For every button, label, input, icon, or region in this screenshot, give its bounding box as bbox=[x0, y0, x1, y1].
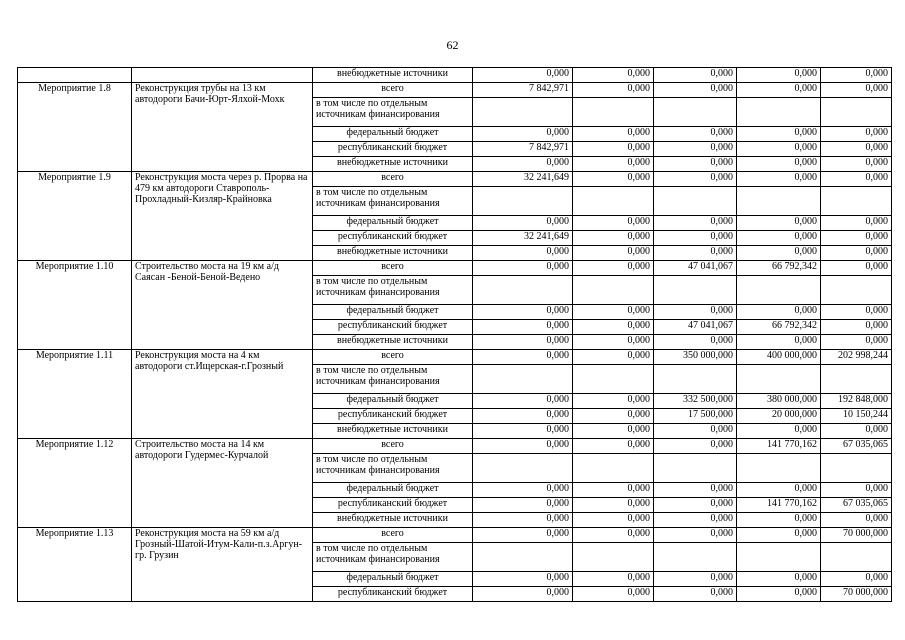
value-cell bbox=[737, 543, 821, 572]
value-cell: 0,000 bbox=[654, 127, 737, 142]
value-cell: 0,000 bbox=[821, 83, 892, 98]
page-number: 62 bbox=[446, 38, 459, 52]
value-cell: 0,000 bbox=[654, 587, 737, 602]
value-cell: 32 241,649 bbox=[473, 231, 573, 246]
funding-source: внебюджетные источники bbox=[313, 68, 473, 83]
value-cell: 202 998,244 bbox=[821, 350, 892, 365]
value-cell: 0,000 bbox=[737, 142, 821, 157]
event-description: Реконструкция моста через р. Прорва на 479 км автодороги Ставрополь-Прохладный-Кизляр-Крайновка bbox=[132, 172, 313, 261]
value-cell bbox=[573, 543, 654, 572]
value-cell bbox=[737, 454, 821, 483]
funding-source: республиканский бюджет bbox=[313, 587, 473, 602]
value-cell: 0,000 bbox=[821, 231, 892, 246]
value-cell: 0,000 bbox=[737, 587, 821, 602]
value-cell: 350 000,000 bbox=[654, 350, 737, 365]
value-cell: 0,000 bbox=[573, 68, 654, 83]
value-cell: 0,000 bbox=[737, 246, 821, 261]
value-cell bbox=[821, 98, 892, 127]
value-cell: 0,000 bbox=[654, 172, 737, 187]
value-cell: 0,000 bbox=[821, 142, 892, 157]
value-cell: 0,000 bbox=[573, 305, 654, 320]
value-cell: 0,000 bbox=[573, 409, 654, 424]
value-cell: 0,000 bbox=[573, 350, 654, 365]
value-cell: 0,000 bbox=[573, 83, 654, 98]
value-cell: 0,000 bbox=[737, 83, 821, 98]
value-cell: 0,000 bbox=[821, 157, 892, 172]
funding-source: республиканский бюджет bbox=[313, 231, 473, 246]
value-cell bbox=[573, 98, 654, 127]
event-name: Мероприятие 1.9 bbox=[18, 172, 132, 261]
value-cell: 0,000 bbox=[473, 157, 573, 172]
value-cell: 0,000 bbox=[654, 216, 737, 231]
value-cell: 0,000 bbox=[473, 394, 573, 409]
value-cell: 0,000 bbox=[737, 513, 821, 528]
value-cell: 0,000 bbox=[573, 172, 654, 187]
value-cell: 0,000 bbox=[473, 335, 573, 350]
value-cell: 0,000 bbox=[573, 513, 654, 528]
value-cell: 0,000 bbox=[737, 424, 821, 439]
funding-source: внебюджетные источники bbox=[313, 157, 473, 172]
funding-source: всего bbox=[313, 261, 473, 276]
table-row bbox=[18, 68, 892, 83]
value-cell bbox=[821, 454, 892, 483]
value-cell: 0,000 bbox=[573, 231, 654, 246]
value-cell: 0,000 bbox=[573, 587, 654, 602]
funding-source: федеральный бюджет bbox=[313, 572, 473, 587]
value-cell bbox=[737, 98, 821, 127]
funding-source: республиканский бюджет bbox=[313, 142, 473, 157]
value-cell: 0,000 bbox=[654, 483, 737, 498]
value-cell: 0,000 bbox=[821, 127, 892, 142]
funding-source: федеральный бюджет bbox=[313, 483, 473, 498]
value-cell: 0,000 bbox=[573, 498, 654, 513]
table-row bbox=[18, 83, 892, 98]
value-cell: 0,000 bbox=[654, 157, 737, 172]
value-cell: 0,000 bbox=[473, 127, 573, 142]
value-cell: 0,000 bbox=[821, 335, 892, 350]
description-cell-empty bbox=[132, 68, 313, 83]
value-cell: 0,000 bbox=[737, 528, 821, 543]
value-cell: 0,000 bbox=[473, 587, 573, 602]
funding-source: федеральный бюджет bbox=[313, 394, 473, 409]
funding-source: всего bbox=[313, 350, 473, 365]
value-cell: 10 150,244 bbox=[821, 409, 892, 424]
value-cell: 47 041,067 bbox=[654, 320, 737, 335]
value-cell: 0,000 bbox=[821, 572, 892, 587]
value-cell: 0,000 bbox=[737, 172, 821, 187]
value-cell: 0,000 bbox=[654, 231, 737, 246]
funding-source: республиканский бюджет bbox=[313, 320, 473, 335]
value-cell: 0,000 bbox=[573, 142, 654, 157]
funding-source: всего bbox=[313, 528, 473, 543]
value-cell: 0,000 bbox=[573, 157, 654, 172]
value-cell: 0,000 bbox=[473, 498, 573, 513]
value-cell: 0,000 bbox=[654, 572, 737, 587]
value-cell: 0,000 bbox=[821, 216, 892, 231]
event-name: Мероприятие 1.10 bbox=[18, 261, 132, 350]
value-cell: 0,000 bbox=[737, 216, 821, 231]
value-cell: 0,000 bbox=[737, 483, 821, 498]
value-cell: 400 000,000 bbox=[737, 350, 821, 365]
value-cell: 0,000 bbox=[737, 68, 821, 83]
event-name: Мероприятие 1.13 bbox=[18, 528, 132, 602]
value-cell bbox=[737, 187, 821, 216]
value-cell: 0,000 bbox=[473, 350, 573, 365]
value-cell: 0,000 bbox=[473, 528, 573, 543]
value-cell: 0,000 bbox=[654, 513, 737, 528]
value-cell: 0,000 bbox=[737, 572, 821, 587]
event-name: Мероприятие 1.12 bbox=[18, 439, 132, 528]
value-cell bbox=[654, 365, 737, 394]
funding-source: внебюджетные источники bbox=[313, 246, 473, 261]
funding-source: всего bbox=[313, 83, 473, 98]
funding-source: внебюджетные источники bbox=[313, 424, 473, 439]
value-cell: 0,000 bbox=[654, 68, 737, 83]
funding-source: в том числе по отдельным источникам финансирования bbox=[313, 276, 473, 305]
event-description: Реконструкция моста на 4 км автодороги ст.Ищерская-г.Грозный bbox=[132, 350, 313, 439]
value-cell: 0,000 bbox=[654, 439, 737, 454]
table-row bbox=[18, 172, 892, 187]
value-cell: 0,000 bbox=[821, 320, 892, 335]
funding-source: внебюджетные источники bbox=[313, 335, 473, 350]
value-cell: 0,000 bbox=[654, 498, 737, 513]
value-cell: 0,000 bbox=[654, 528, 737, 543]
value-cell bbox=[473, 454, 573, 483]
value-cell bbox=[473, 187, 573, 216]
value-cell: 0,000 bbox=[654, 246, 737, 261]
value-cell: 0,000 bbox=[573, 335, 654, 350]
funding-source: в том числе по отдельным источникам финансирования bbox=[313, 98, 473, 127]
value-cell: 141 770,162 bbox=[737, 498, 821, 513]
event-name: Мероприятие 1.11 bbox=[18, 350, 132, 439]
value-cell: 0,000 bbox=[573, 216, 654, 231]
value-cell bbox=[654, 187, 737, 216]
value-cell: 0,000 bbox=[654, 335, 737, 350]
value-cell: 0,000 bbox=[821, 513, 892, 528]
funding-source: федеральный бюджет bbox=[313, 127, 473, 142]
value-cell bbox=[473, 365, 573, 394]
value-cell: 0,000 bbox=[573, 528, 654, 543]
value-cell: 0,000 bbox=[737, 127, 821, 142]
value-cell: 17 500,000 bbox=[654, 409, 737, 424]
value-cell: 70 000,000 bbox=[821, 587, 892, 602]
value-cell: 0,000 bbox=[473, 439, 573, 454]
value-cell: 0,000 bbox=[573, 246, 654, 261]
value-cell: 0,000 bbox=[654, 424, 737, 439]
funding-source: федеральный бюджет bbox=[313, 216, 473, 231]
value-cell: 47 041,067 bbox=[654, 261, 737, 276]
funding-source: всего bbox=[313, 172, 473, 187]
value-cell: 0,000 bbox=[573, 572, 654, 587]
funding-source: республиканский бюджет bbox=[313, 498, 473, 513]
value-cell: 0,000 bbox=[654, 305, 737, 320]
value-cell: 0,000 bbox=[473, 261, 573, 276]
value-cell: 7 842,971 bbox=[473, 142, 573, 157]
value-cell: 0,000 bbox=[573, 483, 654, 498]
table-row bbox=[18, 439, 892, 454]
value-cell bbox=[573, 276, 654, 305]
value-cell: 0,000 bbox=[737, 231, 821, 246]
value-cell bbox=[654, 454, 737, 483]
value-cell: 7 842,971 bbox=[473, 83, 573, 98]
value-cell bbox=[473, 276, 573, 305]
value-cell: 20 000,000 bbox=[737, 409, 821, 424]
value-cell bbox=[737, 365, 821, 394]
event-description: Строительство моста на 19 км а/д Саясан -Беной-Беной-Ведено bbox=[132, 261, 313, 350]
value-cell: 0,000 bbox=[473, 246, 573, 261]
value-cell bbox=[573, 365, 654, 394]
value-cell: 0,000 bbox=[573, 424, 654, 439]
value-cell bbox=[473, 98, 573, 127]
value-cell: 0,000 bbox=[821, 305, 892, 320]
event-description: Реконструкция трубы на 13 км автодороги Бачи-Юрт-Ялхой-Мохк bbox=[132, 83, 313, 172]
value-cell: 0,000 bbox=[473, 572, 573, 587]
budget-table bbox=[17, 67, 892, 602]
value-cell bbox=[654, 98, 737, 127]
table-row bbox=[18, 350, 892, 365]
funding-source: федеральный бюджет bbox=[313, 305, 473, 320]
value-cell bbox=[573, 454, 654, 483]
value-cell: 32 241,649 bbox=[473, 172, 573, 187]
value-cell: 0,000 bbox=[473, 305, 573, 320]
value-cell bbox=[821, 543, 892, 572]
funding-source: в том числе по отдельным источникам финансирования bbox=[313, 365, 473, 394]
value-cell: 66 792,342 bbox=[737, 320, 821, 335]
value-cell bbox=[821, 276, 892, 305]
value-cell: 0,000 bbox=[821, 424, 892, 439]
value-cell: 0,000 bbox=[821, 172, 892, 187]
value-cell: 380 000,000 bbox=[737, 394, 821, 409]
funding-source: в том числе по отдельным источникам финансирования bbox=[313, 187, 473, 216]
value-cell: 70 000,000 bbox=[821, 528, 892, 543]
value-cell bbox=[821, 365, 892, 394]
value-cell bbox=[654, 543, 737, 572]
value-cell: 0,000 bbox=[473, 320, 573, 335]
value-cell: 0,000 bbox=[473, 513, 573, 528]
value-cell: 0,000 bbox=[473, 409, 573, 424]
value-cell: 0,000 bbox=[654, 83, 737, 98]
value-cell: 0,000 bbox=[473, 216, 573, 231]
value-cell bbox=[821, 187, 892, 216]
table-row bbox=[18, 528, 892, 543]
event-name: Мероприятие 1.8 bbox=[18, 83, 132, 172]
value-cell: 192 848,000 bbox=[821, 394, 892, 409]
value-cell: 0,000 bbox=[473, 483, 573, 498]
value-cell: 0,000 bbox=[737, 305, 821, 320]
value-cell: 0,000 bbox=[473, 424, 573, 439]
value-cell: 141 770,162 bbox=[737, 439, 821, 454]
value-cell: 67 035,065 bbox=[821, 439, 892, 454]
value-cell: 66 792,342 bbox=[737, 261, 821, 276]
table-body bbox=[18, 68, 892, 602]
value-cell bbox=[737, 276, 821, 305]
value-cell: 0,000 bbox=[654, 142, 737, 157]
value-cell: 0,000 bbox=[573, 394, 654, 409]
funding-source: в том числе по отдельным источникам финансирования bbox=[313, 543, 473, 572]
value-cell: 0,000 bbox=[573, 127, 654, 142]
value-cell: 0,000 bbox=[821, 68, 892, 83]
value-cell: 0,000 bbox=[573, 320, 654, 335]
event-description: Строительство моста на 14 км автодороги Гудермес-Курчалой bbox=[132, 439, 313, 528]
funding-source: в том числе по отдельным источникам финансирования bbox=[313, 454, 473, 483]
value-cell: 0,000 bbox=[573, 439, 654, 454]
value-cell: 0,000 bbox=[473, 68, 573, 83]
value-cell: 0,000 bbox=[737, 157, 821, 172]
event-description: Реконструкция моста на 59 км а/д Грозный-Шатой-Итум-Кали-п.з.Аргун-гр. Грузин bbox=[132, 528, 313, 602]
value-cell: 0,000 bbox=[737, 335, 821, 350]
table-row bbox=[18, 261, 892, 276]
value-cell: 0,000 bbox=[573, 261, 654, 276]
funding-source: республиканский бюджет bbox=[313, 409, 473, 424]
value-cell: 0,000 bbox=[821, 261, 892, 276]
event-cell-empty bbox=[18, 68, 132, 83]
value-cell: 332 500,000 bbox=[654, 394, 737, 409]
value-cell: 67 035,065 bbox=[821, 498, 892, 513]
value-cell: 0,000 bbox=[821, 246, 892, 261]
value-cell bbox=[654, 276, 737, 305]
funding-source: всего bbox=[313, 439, 473, 454]
value-cell: 0,000 bbox=[821, 483, 892, 498]
value-cell bbox=[473, 543, 573, 572]
value-cell bbox=[573, 187, 654, 216]
funding-source: внебюджетные источники bbox=[313, 513, 473, 528]
